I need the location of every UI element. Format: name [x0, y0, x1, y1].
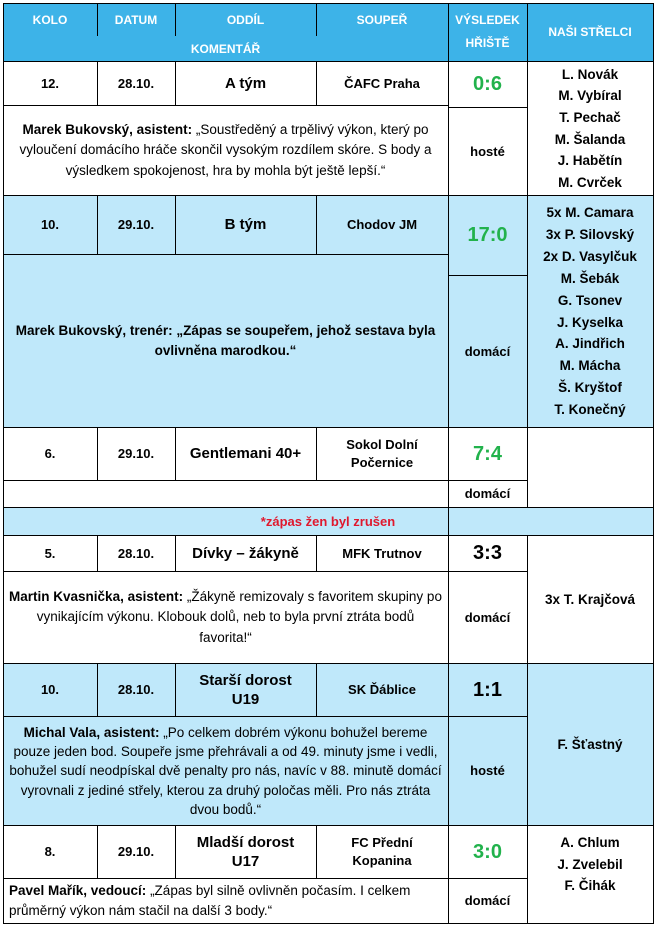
grid-line — [316, 3, 317, 36]
match-vysledek: 17:0 — [448, 196, 527, 275]
header-vysledek-hriste — [448, 3, 527, 61]
strelec: M. Vybíral — [558, 88, 622, 104]
match-vysledek: 3:0 — [448, 826, 527, 878]
match-oddil: Dívky – žákyně — [175, 536, 316, 571]
match-comment — [3, 255, 448, 427]
grid-line — [3, 825, 653, 826]
grid-line — [3, 507, 653, 508]
strelec: 3x T. Krajčová — [544, 591, 636, 607]
match-hriste: domácí — [448, 572, 527, 663]
match-vysledek: 0:6 — [448, 62, 527, 107]
grid-line — [97, 61, 98, 105]
header-hriste: HŘIŠTĚ — [465, 36, 510, 50]
match-strelci — [527, 536, 653, 663]
strelec: J. Zvelebil — [557, 856, 623, 872]
strelec: M. Šebák — [560, 270, 620, 286]
match-comment — [3, 572, 448, 663]
comment-author: Marek Bukovský, asistent: — [22, 122, 193, 138]
grid-line — [3, 535, 653, 536]
header-strelci: NAŠI STŘELCI — [527, 3, 653, 61]
match-datum: 29.10. — [97, 196, 175, 254]
comment-author: Michal Vala, asistent: — [23, 725, 160, 741]
header-kolo: KOLO — [3, 3, 97, 36]
grid-line — [448, 3, 449, 924]
match-hriste: domácí — [448, 481, 527, 507]
match-vysledek: 3:3 — [448, 536, 527, 571]
header-komentar: KOMENTÁŘ — [3, 36, 448, 61]
grid-line — [316, 61, 317, 105]
grid-line — [527, 535, 528, 924]
strelec: G. Tsonev — [557, 292, 623, 308]
grid-line — [448, 107, 527, 108]
grid-line — [175, 195, 176, 254]
grid-line — [97, 427, 98, 480]
strelec: Š. Kryštof — [558, 380, 622, 396]
strelec: 2x D. Vasylčuk — [543, 248, 637, 264]
header-oddil: ODDÍL — [175, 3, 316, 36]
match-strelci — [527, 826, 653, 923]
match-kolo: 10. — [3, 664, 97, 716]
grid-line — [448, 275, 527, 276]
grid-line — [316, 427, 317, 480]
strelec: M. Cvrček — [558, 174, 622, 190]
header-vysledek: VÝSLEDEK — [455, 13, 520, 28]
match-kolo: 10. — [3, 196, 97, 254]
grid-line — [3, 254, 448, 255]
match-datum: 28.10. — [97, 536, 175, 571]
match-kolo: 12. — [3, 62, 97, 105]
strelec: M. Mácha — [559, 358, 621, 374]
grid-line — [316, 535, 317, 571]
match-oddil: A tým — [175, 62, 316, 105]
comment-text: „Žákyně remizovaly s favoritem skupiny po vynikajícím výkonu. Klobouk dolů, neb to byla první ztráta bodů favorita!“ — [36, 589, 442, 645]
grid-line — [3, 3, 653, 4]
grid-line — [653, 3, 654, 924]
match-kolo: 5. — [3, 536, 97, 571]
grid-line — [97, 663, 98, 716]
match-comment-empty — [3, 481, 448, 507]
match-kolo: 6. — [3, 428, 97, 480]
comment-author: Martin Kvasnička, asistent: — [9, 589, 184, 605]
strelec: T. Konečný — [554, 401, 626, 417]
comment-text: „Soustředěný a trpělivý výkon, který po vyloučení domácího hráče skončil vysokým rozdílem skóre. S body a výsledkem spokojenost, hra by mohla být ještě lepší.“ — [19, 122, 432, 178]
grid-line — [175, 427, 176, 480]
comment-text: „Zápas byl silně ovlivněn počasím. I celkem průměrný výkon nám stačil na další 3 body.“ — [9, 882, 411, 918]
match-strelci-empty — [527, 428, 653, 507]
match-vysledek: 7:4 — [448, 428, 527, 480]
strelec: L. Novák — [561, 66, 619, 82]
match-comment — [3, 106, 448, 195]
match-souper: SK Ďáblice — [316, 664, 448, 716]
match-hriste: hosté — [448, 717, 527, 825]
match-datum: 28.10. — [97, 664, 175, 716]
grid-line — [3, 195, 653, 196]
match-oddil: Starší dorost U19 — [175, 664, 316, 716]
strelec: F. Šťastný — [557, 736, 623, 752]
grid-line — [97, 825, 98, 878]
strelec: A. Jindřich — [555, 336, 625, 352]
strelec: J. Kyselka — [556, 314, 624, 330]
grid-line — [3, 923, 653, 924]
comment-text: „Po celkem dobrém výkonu bohužel bereme pouze jeden bod. Soupeře jsme přehrávali a od 49. minuty jsme i vedli, bohužel sudí neodpískal dvě penalty pro nás, navíc v 88. minutě domácí vyrovnali z jediné střely, kterou za druhý poločas měli. Pro nás ztráta dvou bodů.“ — [9, 725, 442, 817]
match-vysledek: 1:1 — [448, 664, 527, 716]
grid-line — [97, 3, 98, 36]
header-datum: DATUM — [97, 3, 175, 36]
grid-line — [3, 663, 653, 664]
strelec: T. Pechač — [559, 109, 621, 125]
match-hriste: domácí — [448, 879, 527, 923]
match-oddil: B tým — [175, 196, 316, 254]
strelec: 5x M. Camara — [546, 205, 634, 221]
grid-line — [316, 195, 317, 254]
strelec: A. Chlum — [560, 835, 620, 850]
comment-text: „Zápas se soupeřem, jehož sestava byla ovlivněna marodkou.“ — [154, 322, 436, 358]
comment-author: Marek Bukovský, trenér: — [15, 322, 173, 338]
grid-line — [3, 427, 653, 428]
match-hriste: hosté — [448, 108, 527, 195]
match-souper: Sokol Dolní Počernice — [316, 428, 448, 480]
strelec: 3x P. Silovský — [545, 227, 635, 243]
match-oddil: Mladší dorost U17 — [175, 826, 316, 878]
grid-line — [175, 535, 176, 571]
strelec: M. Šalanda — [554, 131, 626, 147]
match-datum: 29.10. — [97, 826, 175, 878]
match-oddil: Gentlemani 40+ — [175, 428, 316, 480]
match-kolo: 8. — [3, 826, 97, 878]
notice-cancelled: *zápas žen byl zrušen — [3, 508, 653, 535]
grid-line — [3, 3, 4, 924]
match-hriste: domácí — [448, 276, 527, 427]
strelec: J. Habětín — [557, 153, 623, 169]
match-comment — [3, 717, 448, 825]
match-strelci — [527, 62, 653, 195]
grid-line — [3, 61, 653, 62]
grid-line — [316, 663, 317, 716]
grid-line — [527, 3, 528, 508]
comment-author: Pavel Mařík, vedoucí: — [9, 882, 147, 898]
match-strelci — [527, 196, 653, 427]
grid-line — [175, 61, 176, 105]
grid-line — [316, 825, 317, 878]
match-comment — [3, 879, 448, 923]
grid-line — [3, 105, 448, 106]
match-souper: FC Přední Kopanina — [316, 826, 448, 878]
grid-line — [175, 663, 176, 716]
match-strelci — [527, 664, 653, 825]
header-souper: SOUPEŘ — [316, 3, 448, 36]
match-datum: 28.10. — [97, 62, 175, 105]
grid-line — [97, 535, 98, 571]
match-datum: 29.10. — [97, 428, 175, 480]
match-souper: ČAFC Praha — [316, 62, 448, 105]
match-souper: MFK Trutnov — [316, 536, 448, 571]
grid-line — [175, 825, 176, 878]
grid-line — [97, 195, 98, 254]
strelec: F. Čihák — [564, 878, 616, 894]
grid-line — [175, 3, 176, 36]
match-souper: Chodov JM — [316, 196, 448, 254]
